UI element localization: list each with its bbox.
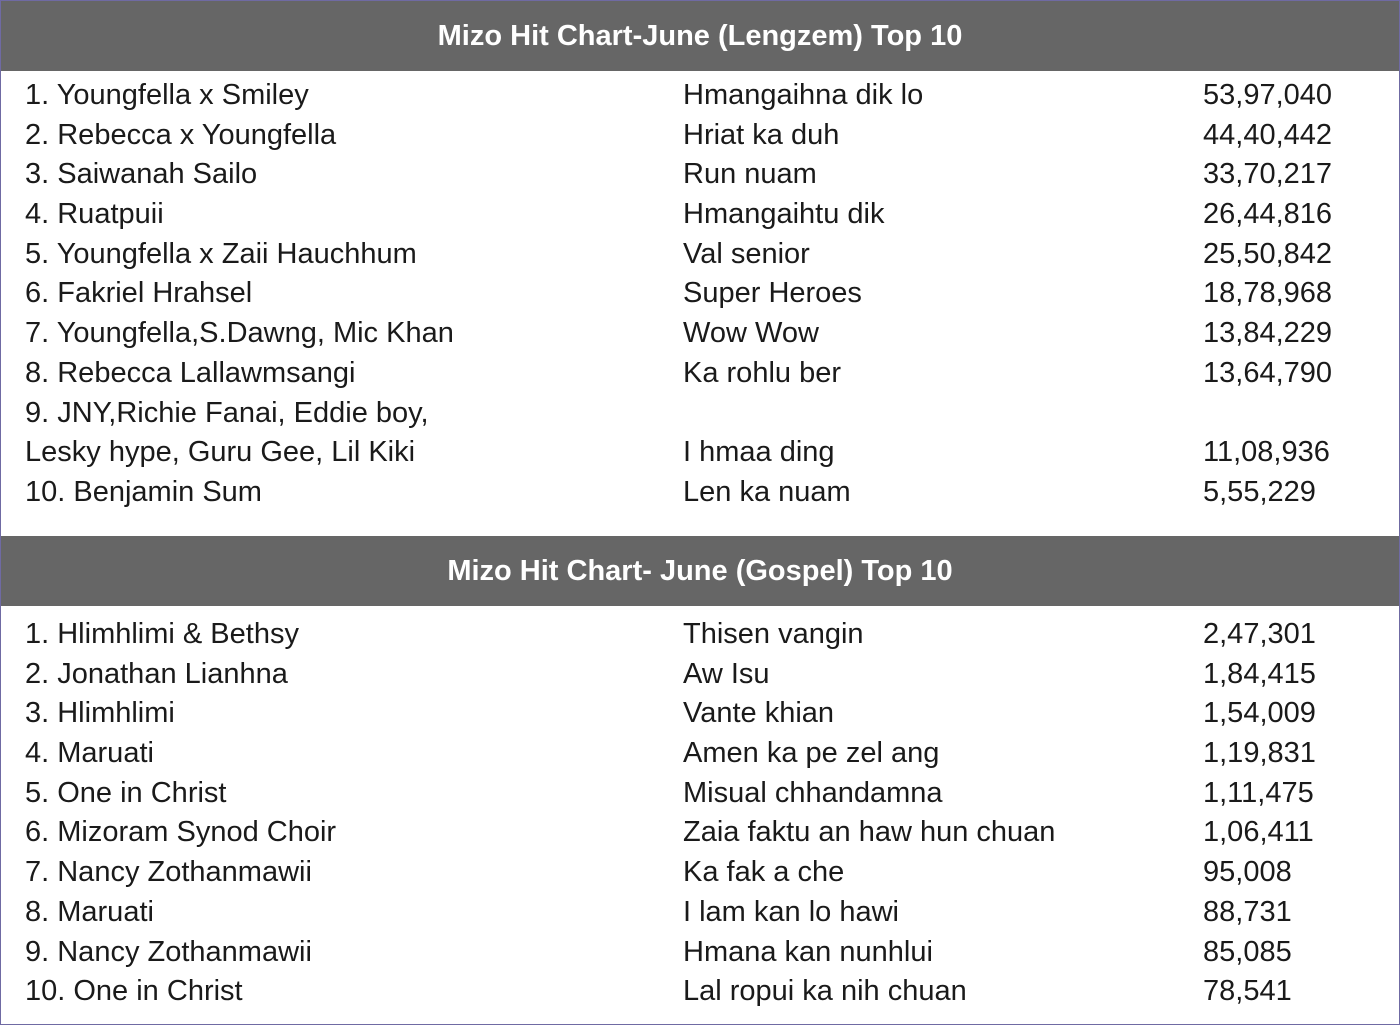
artist-name: 5. Youngfella x Zaii Hauchhum [25,237,417,270]
list-item [0,893,1400,933]
list-item [0,774,1400,814]
list-item [0,76,1400,116]
view-count: 2,47,301 [1203,618,1316,650]
view-count: 1,11,475 [1203,776,1314,809]
list-item [0,155,1400,195]
view-count: 1,19,831 [1203,737,1316,770]
artist-name: 1. Youngfella x Smiley [25,79,309,111]
view-count: 1,54,009 [1203,697,1316,730]
artist-name: 10. One in Christ [25,975,243,1008]
song-title: Len ka nuam [683,475,851,508]
lengzem-chart-list [0,76,1400,513]
song-title: Val senior [683,237,810,270]
song-title: Hmana kan nunhlui [683,935,933,968]
song-title: Wow Wow [683,317,819,350]
list-item [0,473,1400,513]
song-title: I lam kan lo hawi [683,895,899,928]
list-item [0,195,1400,235]
view-count: 33,70,217 [1203,158,1333,191]
list-item [0,354,1400,394]
artist-name: 3. Saiwanah Sailo [25,158,258,191]
artist-name: 4. Maruati [25,737,154,770]
view-count: 44,40,442 [1203,118,1333,151]
song-title: Hmangaihna dik lo [683,79,924,111]
song-title: Misual chhandamna [683,776,943,809]
artist-name: 7. Youngfella,S.Dawng, Mic Khan [25,317,454,350]
song-title: Lal ropui ka nih chuan [683,975,967,1008]
artist-name [25,394,429,473]
gospel-chart-list [0,615,1400,1012]
song-title: Vante khian [683,697,835,730]
lengzem-chart-title: Mizo Hit Chart-June (Lengzem) Top 10 [1,1,1399,71]
list-item [0,853,1400,893]
list-item [0,615,1400,655]
artist-name-line-1: 9. JNY,Richie Fanai, Eddie boy, [25,396,429,429]
song-title: Hriat ka duh [683,118,840,151]
song-title: Amen ka pe zel ang [683,737,940,770]
view-count: 13,64,790 [1203,356,1333,389]
view-count: 26,44,816 [1203,198,1333,231]
song-title: Aw Isu [683,657,770,690]
artist-name: 8. Rebecca Lallawmsangi [25,356,356,389]
artist-name: 1. Hlimhlimi & Bethsy [25,618,299,650]
view-count: 85,085 [1203,935,1292,968]
list-item [0,116,1400,156]
view-count: 88,731 [1203,895,1292,928]
artist-name: 9. Nancy Zothanmawii [25,935,312,968]
song-title: Run nuam [683,158,817,191]
list-item [0,734,1400,774]
view-count: 1,84,415 [1203,657,1316,690]
artist-name: 8. Maruati [25,895,154,928]
artist-name: 5. One in Christ [25,776,227,809]
view-count: 78,541 [1203,975,1292,1008]
list-item [0,694,1400,734]
song-title: Thisen vangin [683,618,864,650]
list-item [0,813,1400,853]
artist-name: 6. Mizoram Synod Choir [25,816,337,849]
artist-name: 3. Hlimhlimi [25,697,175,730]
song-title: I hmaa ding [683,436,835,469]
list-item [0,655,1400,695]
view-count: 53,97,040 [1203,79,1333,111]
list-item [0,235,1400,275]
song-title: Ka rohlu ber [683,356,841,389]
view-count: 95,008 [1203,856,1292,889]
list-item [0,933,1400,973]
gospel-chart-title: Mizo Hit Chart- June (Gospel) Top 10 [1,536,1399,606]
song-title: Ka fak a che [683,856,845,889]
list-item [0,314,1400,354]
view-count: 25,50,842 [1203,237,1333,270]
song-title: Super Heroes [683,277,862,310]
artist-name: 2. Jonathan Lianhna [25,657,288,690]
view-count: 13,84,229 [1203,317,1333,350]
list-item [0,972,1400,1012]
view-count: 11,08,936 [1203,436,1330,469]
song-title: Zaia faktu an haw hun chuan [683,816,1056,849]
view-count: 18,78,968 [1203,277,1333,310]
artist-name: 7. Nancy Zothanmawii [25,856,312,889]
artist-name: 4. Ruatpuii [25,198,164,231]
song-title: Hmangaihtu dik [683,198,885,231]
artist-name: 2. Rebecca x Youngfella [25,118,337,151]
artist-name: 6. Fakriel Hrahsel [25,277,253,310]
artist-name-line-2: Lesky hype, Guru Gee, Lil Kiki [25,436,416,469]
list-item [0,394,1400,473]
view-count: 5,55,229 [1203,475,1316,508]
artist-name: 10. Benjamin Sum [25,475,262,508]
view-count: 1,06,411 [1203,816,1314,849]
list-item [0,274,1400,314]
